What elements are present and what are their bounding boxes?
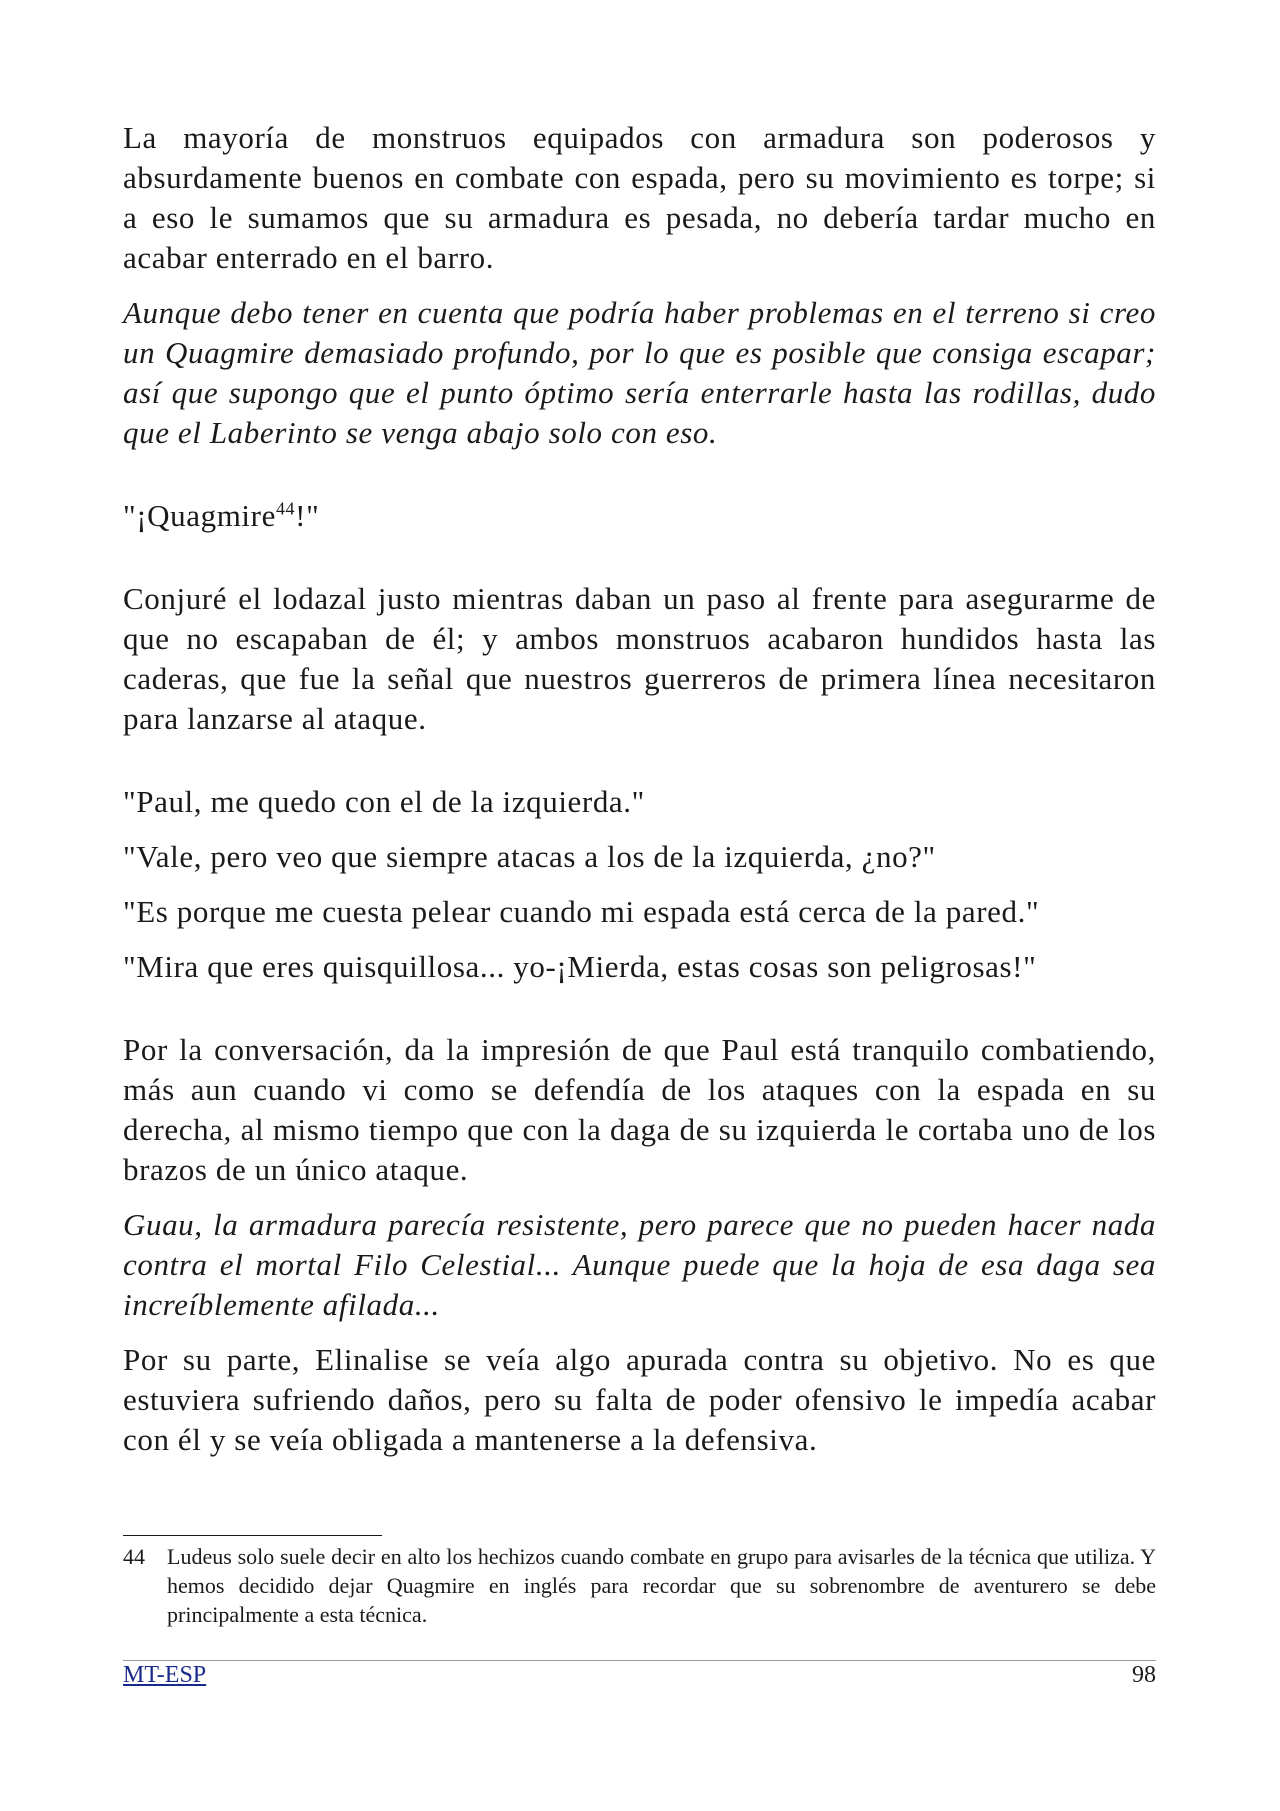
paragraph-3-spell — [123, 496, 1156, 536]
spell-text: "¡Quagmire — [123, 498, 276, 533]
footer-link[interactable]: MT-ESP — [123, 1662, 207, 1688]
dialogue-4: "Mira que eres quisquillosa... yo-¡Mierda, estas cosas son peligrosas!" — [123, 949, 1037, 984]
dialogue-3: "Es porque me cuesta pelear cuando mi espada está cerca de la pared." — [123, 894, 1040, 929]
footnote-reference[interactable]: 44 — [275, 498, 296, 519]
footnote-number: 44 — [123, 1544, 145, 1569]
paragraph-11: Por su parte, Elinalise se veía algo apurada contra su objetivo. No es que estuviera sufriendo daños, pero su falta de poder ofensivo le impedía acabar con él y se veía obligada a mantenerse a la defensiva. — [123, 1342, 1156, 1457]
dialogue-2: "Vale, pero veo que siempre atacas a los de la izquierda, ¿no?" — [123, 839, 936, 874]
footnote-text: Ludeus solo suele decir en alto los hechizos cuando combate en grupo para avisarles de la técnica que utiliza. Y hemos decidido dejar Quagmire en inglés para recordar que su sobrenombre de aventurero se debe principalmente a esta técnica. — [167, 1544, 1156, 1627]
dialogue-1: "Paul, me quedo con el de la izquierda." — [123, 784, 645, 819]
paragraph-2-thought: Aunque debo tener en cuenta que podría haber problemas en el terreno si creo un Quagmire demasiado profundo, por lo que es posible que consiga escapar; así que supongo que el punto óptimo sería enterrarle hasta las rodillas, dudo que el Laberinto se venga abajo solo con eso. — [123, 295, 1156, 450]
spell-text-end: !" — [295, 498, 320, 533]
page-number: 98 — [1132, 1662, 1156, 1688]
paragraph-9: Por la conversación, da la impresión de que Paul está tranquilo combatiendo, más aun cuando vi como se defendía de los ataques con la espada en su derecha, al mismo tiempo que con la daga de su izquierda le cortaba uno de los brazos de un único ataque. — [123, 1032, 1156, 1187]
footnote-separator — [123, 1535, 382, 1536]
footnote — [123, 1542, 1156, 1629]
page-body — [123, 118, 1156, 1460]
paragraph-10-thought: Guau, la armadura parecía resistente, pero parece que no pueden hacer nada contra el mortal Filo Celestial... Aunque puede que la hoja de esa daga sea increíblemente afilada... — [123, 1207, 1156, 1322]
paragraph-4: Conjuré el lodazal justo mientras daban un paso al frente para asegurarme de que no escapaban de él; y ambos monstruos acabaron hundidos hasta las caderas, que fue la señal que nuestros guerreros de primera línea necesitaron para lanzarse al ataque. — [123, 581, 1156, 736]
footer-separator — [123, 1660, 1156, 1661]
paragraph-1: La mayoría de monstruos equipados con armadura son poderosos y absurdamente buenos en combate con espada, pero su movimiento es torpe; si a eso le sumamos que su armadura es pesada, no debería tardar mucho en acabar enterrado en el barro. — [123, 120, 1156, 275]
